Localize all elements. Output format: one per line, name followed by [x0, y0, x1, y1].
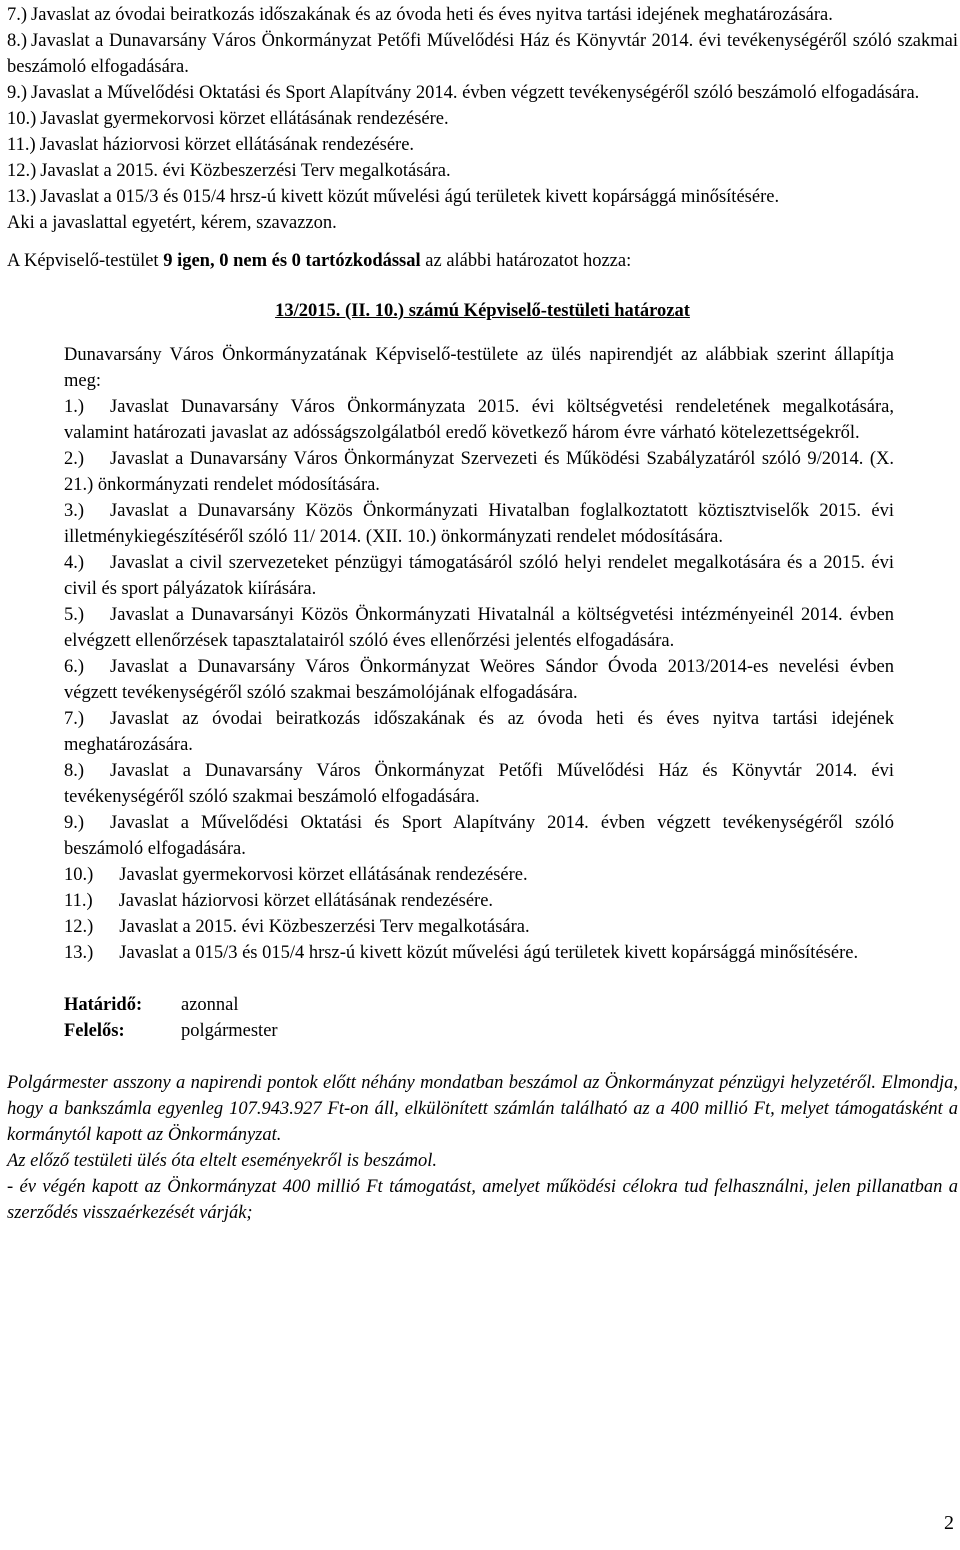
resolution-item: 9.) Javaslat a Művelődési Oktatási és Sport Alapítvány 2014. évben végzett tevékenységéről szóló beszámoló elfogadására.	[64, 813, 894, 859]
deadline-label: Határidő:	[64, 995, 143, 1015]
vote-result: A Képviselő-testület 9 igen, 0 nem és 0 tartózkodással az alábbi határozatot hozza:	[7, 251, 632, 271]
resolution-item: 6.) Javaslat a Dunavarsány Város Önkormányzat Weöres Sándor Óvoda 2013/2014-es nevelési évben végzett tevékenységéről szóló szakmai beszámolójának elfogadására.	[64, 657, 894, 703]
agenda-item: 9.) Javaslat a Művelődési Oktatási és Sport Alapítvány 2014. évben végzett tevékenységéről szóló beszámoló elfogadására.	[7, 83, 920, 103]
deadline-row	[64, 992, 958, 1018]
resolution-item: 3.) Javaslat a Dunavarsány Közös Önkormányzati Hivatalban foglalkoztatott köztisztviselők 2015. évi illetménykiegészítéséről szóló 11/ 2014. (XII. 10.) önkormányzati rendelet módosítására.	[64, 501, 894, 547]
agenda-item: 11.) Javaslat háziorvosi körzet ellátásának rendezésére.	[7, 135, 415, 155]
resolution-item: 2.) Javaslat a Dunavarsány Város Önkormányzat Szervezeti és Működési Szabályzatáról szóló 9/2014. (X. 21.) önkormányzati rendelet módosítására.	[64, 449, 894, 495]
resolution-item: 4.) Javaslat a civil szervezeteket pénzügyi támogatásáról szóló helyi rendelet megalkotására és a 2015. évi civil és sport pályázatok kiírására.	[64, 553, 894, 599]
agenda-list-continued	[7, 2, 958, 236]
resolution-item: 8.) Javaslat a Dunavarsány Város Önkormányzat Petőfi Művelődési Ház és Könyvtár 2014. évi tevékenységéről szóló szakmai beszámoló elfogadására.	[64, 761, 894, 807]
report-paragraph: Az előző testületi ülés óta eltelt eseményekről is beszámol.	[7, 1151, 438, 1171]
agenda-item: 7.) Javaslat az óvodai beiratkozás időszakának és az óvoda heti és éves nyitva tartási idejének meghatározására.	[7, 5, 833, 25]
resolution-body	[64, 342, 894, 966]
resolution-item: 10.) Javaslat gyermekorvosi körzet ellátásának rendezésére.	[64, 865, 528, 885]
resolution-item: 11.) Javaslat háziorvosi körzet ellátásának rendezésére.	[64, 891, 494, 911]
responsible-row	[64, 1018, 958, 1044]
responsibility-block	[64, 992, 958, 1044]
call-to-vote: Aki a javaslattal egyetért, kérem, szavazzon.	[7, 213, 337, 233]
resolution-item: 13.) Javaslat a 015/3 és 015/4 hrsz-ú kivett közút művelési ágú területek kivett kopársággá minősítésére.	[64, 943, 859, 963]
document-page	[7, 0, 958, 1226]
mayor-report	[7, 1070, 958, 1226]
resolution-intro: Dunavarsány Város Önkormányzatának Képviselő-testülete az ülés napirendjét az alábbiak szerint állapítja meg:	[64, 345, 894, 391]
resolution-title: 13/2015. (II. 10.) számú Képviselő-testületi határozat	[275, 301, 690, 321]
resolution-item: 5.) Javaslat a Dunavarsányi Közös Önkormányzati Hivatalnál a költségvetési intézményeinél 2014. évben elvégzett ellenőrzések tapasztalatairól szóló éves ellenőrzési jelentés elfogadására.	[64, 605, 894, 651]
report-paragraph: - év végén kapott az Önkormányzat 400 millió Ft támogatást, amelyet működési célokra tud felhasználni, jelen pillanatban a szerződés visszaérkezését várják;	[7, 1177, 958, 1223]
resolution-item: 12.) Javaslat a 2015. évi Közbeszerzési Terv megalkotására.	[64, 917, 530, 937]
agenda-item: 8.) Javaslat a Dunavarsány Város Önkormányzat Petőfi Művelődési Ház és Könyvtár 2014. évi tevékenységéről szóló szakmai beszámoló elfogadására.	[7, 31, 958, 77]
agenda-item: 10.) Javaslat gyermekorvosi körzet ellátásának rendezésére.	[7, 109, 449, 129]
deadline-value: azonnal	[181, 995, 239, 1015]
resolution-item: 7.) Javaslat az óvodai beiratkozás időszakának és az óvoda heti és éves nyitva tartási idejének meghatározására.	[64, 709, 894, 755]
page-number: 2	[944, 1512, 954, 1534]
agenda-item: 12.) Javaslat a 2015. évi Közbeszerzési Terv megalkotására.	[7, 161, 451, 181]
responsible-value: polgármester	[181, 1021, 278, 1041]
resolution-item: 1.) Javaslat Dunavarsány Város Önkormányzata 2015. évi költségvetési rendeletének megalkotására, valamint határozati javaslat az adósságszolgálatból eredő következő három évre várható kötelezettségekről.	[64, 397, 894, 443]
agenda-item: 13.) Javaslat a 015/3 és 015/4 hrsz-ú kivett közút művelési ágú területek kivett kopársággá minősítésére.	[7, 187, 780, 207]
responsible-label: Felelős:	[64, 1021, 125, 1041]
report-paragraph: Polgármester asszony a napirendi pontok előtt néhány mondatban beszámol az Önkormányzat pénzügyi helyzetéről. Elmondja, hogy a bankszámla egyenleg 107.943.927 Ft-on áll, elkülönített számlán található az a 400 millió Ft, melyet támogatásként a kormánytól kapott az Önkormányzat.	[7, 1073, 958, 1145]
